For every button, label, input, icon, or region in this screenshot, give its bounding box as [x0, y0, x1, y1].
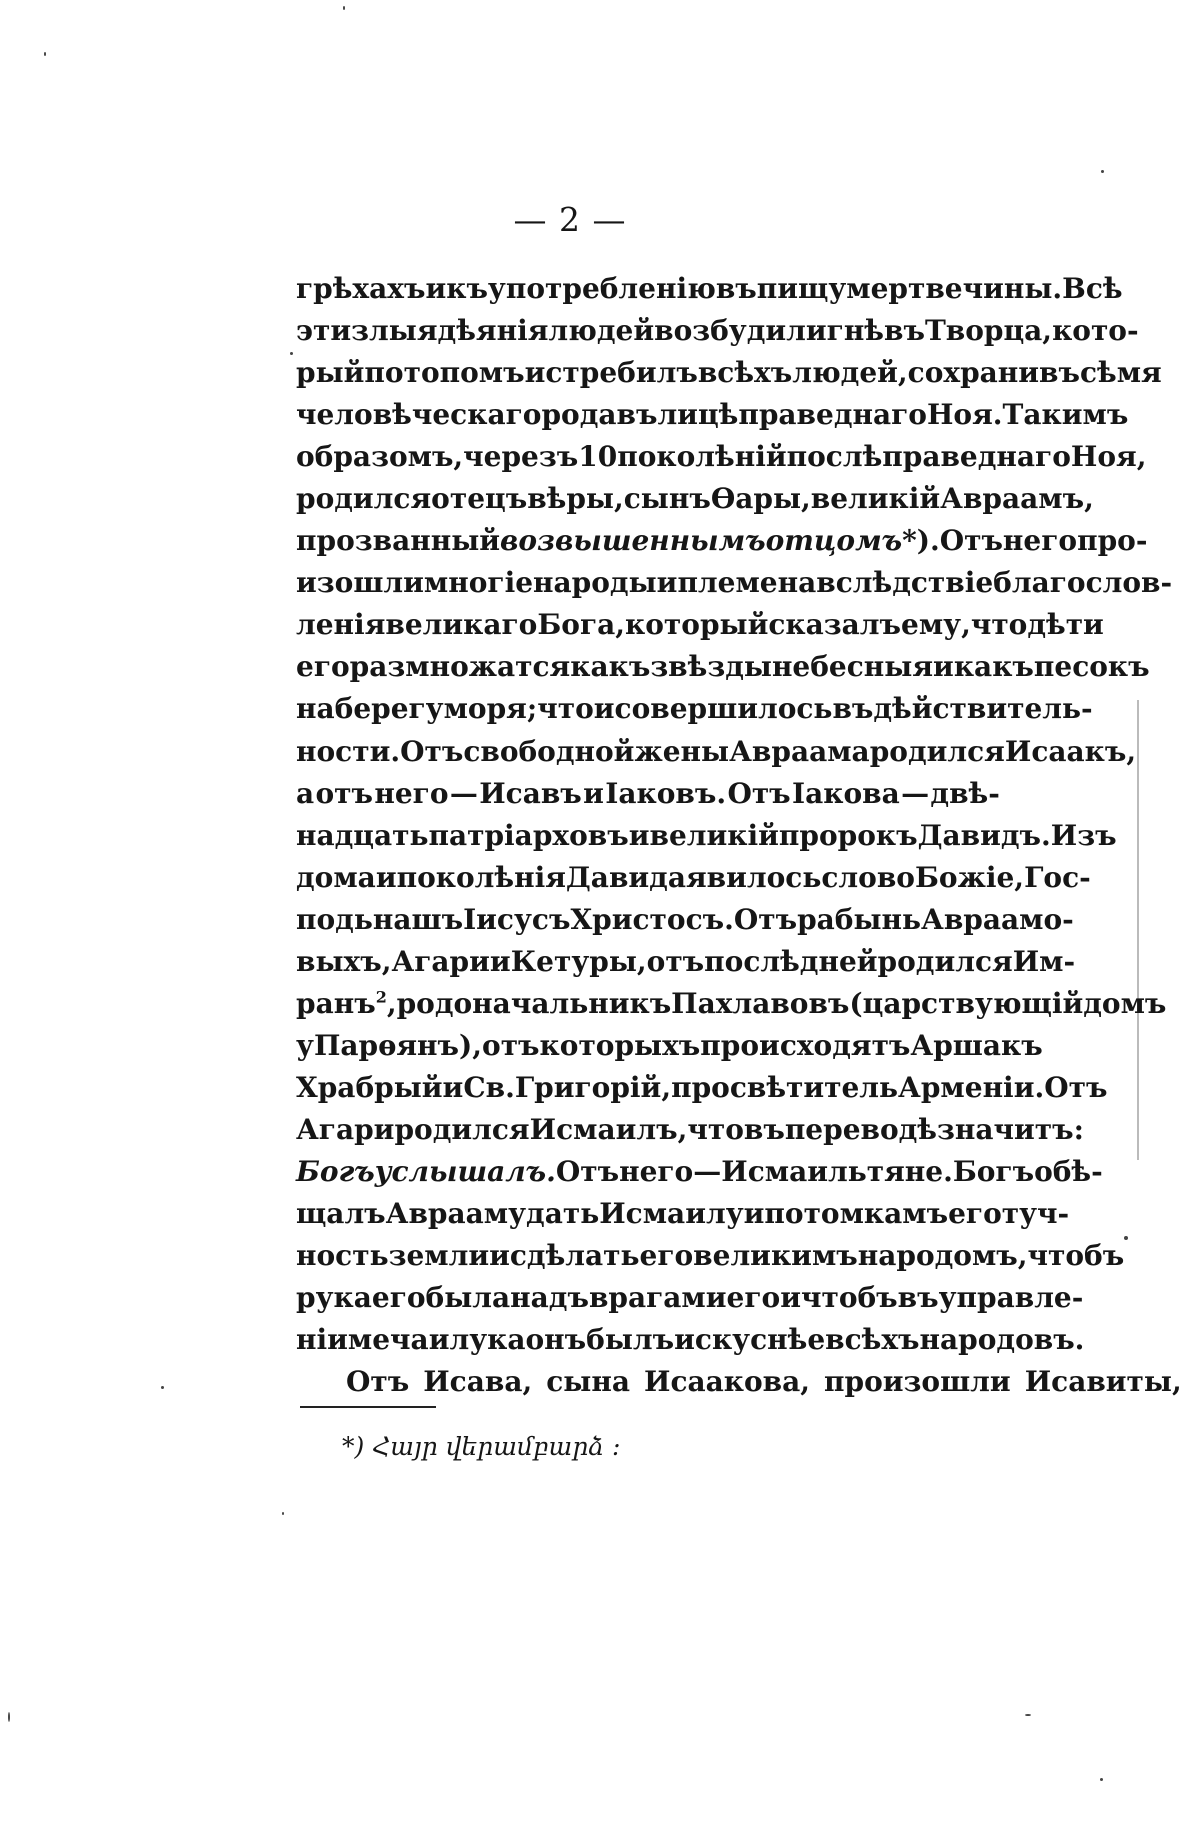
word: и	[743, 1197, 765, 1231]
word: искуснѣе	[674, 1323, 826, 1357]
word: —	[693, 1154, 722, 1188]
word: отъ	[315, 776, 374, 810]
text-line	[296, 352, 1162, 394]
word: какъ	[953, 650, 1034, 684]
word: что	[537, 692, 594, 726]
scan-speck	[282, 1512, 284, 1515]
word: народы	[533, 566, 657, 600]
word: Отъ	[727, 776, 791, 810]
word: мертвечины.	[846, 272, 1063, 305]
word: какъ	[570, 650, 651, 684]
word: Храбрый	[296, 1070, 443, 1104]
word: Отъ	[939, 524, 1003, 558]
word: обѣ-	[1034, 1154, 1103, 1188]
word: Отъ	[555, 1154, 620, 1188]
word: что	[970, 608, 1028, 642]
word: моря;	[443, 692, 538, 726]
word: сохранивъ	[907, 356, 1080, 390]
word: дѣти	[1027, 608, 1104, 642]
word: выхъ,	[296, 944, 392, 978]
scan-speck	[1101, 170, 1104, 173]
word: возбудили	[654, 314, 827, 348]
word: была	[425, 1281, 511, 1315]
word: и	[933, 650, 954, 684]
word: вслѣдствіе	[816, 566, 994, 600]
word: чтобъ	[1027, 1239, 1125, 1273]
word: Им-	[1012, 944, 1076, 978]
footnote-text: Հայր վերամբարձ ։	[372, 1432, 621, 1461]
word: нашъ	[372, 902, 464, 936]
word: Исавъ	[479, 776, 582, 810]
word: Бога,	[537, 608, 626, 642]
word: родоначальникъ	[396, 986, 672, 1020]
word: просвѣтитель	[671, 1070, 899, 1104]
text-line	[296, 731, 1137, 773]
word: великимъ	[693, 1239, 858, 1273]
text-line	[296, 1151, 1103, 1193]
scan-speck	[343, 6, 345, 10]
word: человѣческаго	[296, 398, 542, 432]
word: потопомъ	[364, 356, 525, 390]
word: небесныя	[771, 650, 934, 684]
word: возвышеннымъ	[500, 524, 766, 558]
word: черезъ	[463, 440, 579, 474]
word: сынъ	[623, 482, 711, 516]
word: Исаакова,	[643, 1365, 811, 1399]
word: Ноя.	[926, 398, 1003, 432]
word: Всѣ	[1062, 272, 1123, 305]
word: происходятъ	[700, 1028, 911, 1062]
word: лука	[449, 1323, 526, 1357]
word: щалъ	[296, 1197, 386, 1231]
word: и	[628, 818, 650, 852]
word: Іисусъ	[463, 902, 571, 936]
word: управле-	[938, 1281, 1084, 1315]
word: гнѣвъ	[826, 314, 925, 348]
footnote-ref: 2	[375, 987, 387, 1007]
scan-edge	[1137, 700, 1139, 1160]
word: меча	[347, 1323, 429, 1357]
text-line	[296, 436, 1147, 478]
word: Божіе,	[914, 860, 1025, 894]
word: онъ	[525, 1323, 587, 1357]
word: рабынь	[797, 902, 922, 936]
text-line	[296, 773, 1000, 815]
word: Исмаильтяне.	[721, 1154, 953, 1188]
word: совершилось	[614, 692, 833, 726]
text-line	[296, 562, 1173, 604]
word: ности.	[296, 734, 401, 768]
word: вѣры,	[527, 482, 624, 516]
word: Исава,	[423, 1365, 533, 1399]
scan-speck	[1100, 1778, 1103, 1781]
word: Кетуры,	[510, 944, 647, 978]
word: великій	[810, 482, 941, 516]
word-part: ,	[386, 986, 397, 1020]
text-line	[296, 1109, 1084, 1151]
word: въ	[897, 1281, 939, 1315]
word: подь	[296, 902, 373, 936]
word: —	[901, 776, 930, 810]
word: и	[489, 1239, 510, 1273]
word: Агари	[296, 1112, 395, 1146]
word: Пахлавовъ	[671, 986, 850, 1020]
word: и	[656, 566, 678, 600]
text-line	[296, 815, 1117, 857]
word: патріарховъ	[428, 818, 629, 852]
word: народовъ.	[919, 1323, 1085, 1357]
text-line	[296, 478, 1094, 520]
word: дать	[526, 1197, 600, 1231]
word: великій	[649, 818, 779, 852]
body-text	[296, 268, 1182, 1403]
text-line	[296, 520, 1148, 562]
text-line	[296, 394, 1129, 436]
word	[296, 983, 397, 1025]
text-line	[296, 899, 1074, 941]
word: Авраамъ,	[940, 482, 1094, 516]
word: Григорій,	[514, 1070, 672, 1104]
word: родился	[394, 1112, 530, 1146]
text-line	[296, 1319, 1085, 1361]
word: въ	[832, 692, 874, 726]
word: на	[296, 692, 335, 726]
word: ность	[296, 1239, 389, 1273]
word: Исмаилу	[599, 1197, 744, 1231]
footnote	[342, 1432, 621, 1461]
text-line	[296, 688, 1093, 730]
word: дома	[296, 860, 376, 894]
word: послѣдней	[704, 944, 878, 978]
word: племена	[677, 566, 817, 600]
word: Такимъ	[1002, 398, 1129, 432]
word: что	[687, 1112, 744, 1146]
word: поколѣнія	[396, 860, 566, 894]
word: дѣйствитель-	[873, 692, 1093, 726]
word: людей	[548, 314, 655, 348]
scan-speck	[161, 1386, 164, 1389]
word: его	[371, 1281, 426, 1315]
word: который	[625, 608, 769, 642]
word: Давидъ.	[917, 818, 1051, 852]
word: Отъ	[1044, 1070, 1108, 1104]
word: употребленію	[487, 272, 716, 305]
word: великаго	[385, 608, 538, 642]
text-line	[296, 1067, 1108, 1109]
word: въ	[616, 398, 658, 432]
word: отъ	[482, 1028, 540, 1062]
word: кото-	[1052, 314, 1139, 348]
word: Аршакъ	[910, 1028, 1043, 1062]
word: пищу	[756, 272, 847, 305]
text-line	[296, 1361, 1182, 1403]
word: образомъ,	[296, 440, 464, 474]
word: всѣхъ	[825, 1323, 920, 1357]
word: и	[593, 692, 615, 726]
text-line	[296, 1025, 1043, 1067]
word: Исавиты,	[1024, 1365, 1182, 1399]
scan-speck	[1124, 1236, 1128, 1240]
word: и	[442, 1070, 464, 1104]
word: свободной	[463, 734, 635, 768]
word: Іаковъ.	[605, 776, 727, 810]
word: про-	[1077, 524, 1148, 558]
word: его	[296, 650, 350, 684]
word: дѣянія	[437, 314, 549, 348]
page-number: — 2 —	[513, 200, 627, 239]
word: ніи	[296, 1323, 348, 1357]
word: эти	[296, 314, 352, 348]
word: чтобъ	[800, 1281, 898, 1315]
word: явилось	[685, 860, 822, 894]
word: родился	[296, 482, 432, 516]
word: Агари	[391, 944, 490, 978]
word: жены	[634, 734, 730, 768]
word: которыхъ	[539, 1028, 701, 1062]
text-line	[296, 983, 1167, 1025]
word: ленія	[296, 608, 386, 642]
word: Давида	[565, 860, 686, 894]
word: врагами	[588, 1281, 727, 1315]
word: благослов-	[993, 566, 1173, 600]
word: него	[374, 776, 449, 810]
word: сѣмя	[1080, 356, 1162, 390]
word: Св.	[463, 1070, 515, 1104]
text-line	[296, 857, 1091, 899]
word: —	[449, 776, 478, 810]
word: Богъ	[296, 1154, 375, 1188]
word: надцать	[296, 818, 429, 852]
text-line	[296, 310, 1139, 352]
word: Парѳянъ),	[313, 1028, 483, 1062]
word: Авраамо-	[921, 902, 1074, 936]
word: Іакова	[792, 776, 900, 810]
word: людей,	[792, 356, 908, 390]
text-line	[296, 604, 1104, 646]
text-line	[296, 268, 1123, 310]
word: лицѣ	[657, 398, 739, 432]
word: берегу	[334, 692, 444, 726]
word: песокъ	[1033, 650, 1150, 684]
word: Изъ	[1050, 818, 1117, 852]
word: 10	[578, 440, 618, 474]
scan-speck	[8, 1712, 10, 1722]
word: него	[619, 1154, 694, 1188]
word: и	[780, 1281, 801, 1315]
word: и	[425, 272, 447, 305]
word: родился	[869, 734, 1005, 768]
word: истребилъ	[524, 356, 698, 390]
word: Аврааму	[385, 1197, 527, 1231]
word: Богъ	[952, 1154, 1035, 1188]
word: и	[428, 1323, 450, 1357]
word: переводѣ	[784, 1112, 937, 1146]
word: Христосъ.	[570, 902, 734, 936]
word: Отъ	[346, 1365, 410, 1399]
scan-speck	[1025, 1714, 1031, 1716]
word: Арменіи.	[898, 1070, 1045, 1104]
word: и	[375, 860, 397, 894]
word: значитъ:	[937, 1112, 1084, 1146]
word: потомкамъ	[764, 1197, 949, 1231]
word: его	[726, 1281, 781, 1315]
word: земли	[388, 1239, 490, 1273]
word: родился	[877, 944, 1013, 978]
word: произошли	[824, 1365, 1011, 1399]
word: грѣхахъ	[296, 272, 426, 305]
word: отъ	[646, 944, 705, 978]
word: Отъ	[733, 902, 798, 936]
word: у	[296, 1028, 314, 1062]
word: (царствующій	[849, 986, 1084, 1020]
word: слово	[821, 860, 915, 894]
word: и	[583, 776, 604, 810]
word: рука	[296, 1281, 372, 1315]
word: всѣхъ	[697, 356, 793, 390]
word: сдѣлать	[509, 1239, 640, 1273]
word: а	[296, 776, 315, 810]
word: прозванный	[296, 524, 501, 558]
word: Отъ	[400, 734, 464, 768]
scan-speck	[44, 52, 46, 56]
word: рый	[296, 356, 365, 390]
word: и	[489, 944, 511, 978]
word: пророкъ	[778, 818, 918, 852]
word: послѣ	[786, 440, 883, 474]
word: отецъ	[431, 482, 528, 516]
text-line	[296, 1193, 1070, 1235]
word: Исмаилъ,	[529, 1112, 688, 1146]
word: сказалъ	[768, 608, 902, 642]
word: размножатся	[349, 650, 571, 684]
word-part: ранъ	[296, 986, 376, 1020]
word: рода	[541, 398, 617, 432]
word: народомъ,	[857, 1239, 1028, 1273]
word: сына	[546, 1365, 630, 1399]
word: его	[948, 1197, 1002, 1231]
word: Творца,	[924, 314, 1053, 348]
word: домъ	[1083, 986, 1167, 1020]
word: къ	[446, 272, 488, 305]
text-line	[296, 941, 1076, 983]
text-line	[296, 1235, 1125, 1277]
scan-speck	[290, 352, 293, 355]
word: надъ	[510, 1281, 589, 1315]
word: праведнаго	[882, 440, 1071, 474]
word: его	[639, 1239, 694, 1273]
text-line	[296, 1277, 1084, 1319]
word: услышалъ.	[374, 1154, 556, 1188]
word: былъ	[586, 1323, 675, 1357]
word: Авраама	[729, 734, 870, 768]
word: отцомъ	[765, 524, 903, 558]
word: злыя	[351, 314, 438, 348]
word: Исаакъ,	[1004, 734, 1137, 768]
word: *).	[902, 524, 940, 558]
word: Гос-	[1024, 860, 1091, 894]
word: него	[1002, 524, 1078, 558]
word: изошли	[296, 566, 424, 600]
word: Ноя,	[1070, 440, 1147, 474]
word: двѣ-	[930, 776, 1000, 810]
word: въ	[715, 272, 757, 305]
word: Ѳары,	[710, 482, 811, 516]
text-line	[296, 646, 1150, 688]
word: ему,	[901, 608, 971, 642]
word: поколѣній	[617, 440, 787, 474]
footnote-rule	[300, 1406, 436, 1408]
word: въ	[743, 1112, 785, 1146]
word: туч-	[1001, 1197, 1070, 1231]
word: многіе	[423, 566, 534, 600]
word: праведнаго	[738, 398, 927, 432]
word: звѣзды	[650, 650, 772, 684]
footnote-marker: *)	[342, 1432, 365, 1461]
